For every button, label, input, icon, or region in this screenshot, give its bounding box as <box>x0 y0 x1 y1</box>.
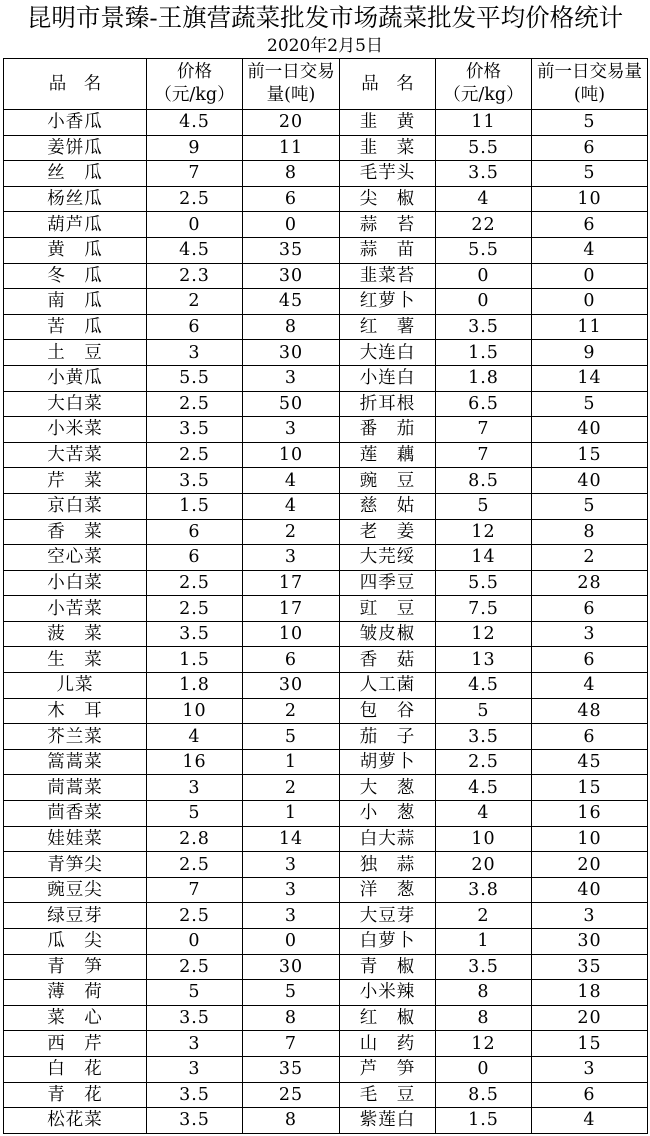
volume-left: 1 <box>243 801 340 827</box>
volume-left: 7 <box>243 1031 340 1057</box>
table-row <box>4 724 648 750</box>
volume-right: 6 <box>532 647 648 673</box>
volume-right: 11 <box>532 314 648 340</box>
price-left: 0 <box>147 212 243 238</box>
price-right: 5 <box>436 493 532 519</box>
volume-left: 3 <box>243 545 340 571</box>
price-left: 3.5 <box>147 1082 243 1108</box>
table-body <box>4 110 648 1134</box>
vegetable-name-left: 大白菜 <box>4 391 147 417</box>
volume-right: 5 <box>532 161 648 187</box>
price-right: 7 <box>436 442 532 468</box>
vegetable-name-right: 小 葱 <box>340 801 436 827</box>
vegetable-name-right: 红萝卜 <box>340 289 436 315</box>
price-left: 1.8 <box>147 673 243 699</box>
vegetable-name-left: 绿豆芽 <box>4 903 147 929</box>
table-row <box>4 1056 648 1082</box>
vegetable-name-right: 韭 菜 <box>340 135 436 161</box>
volume-left: 30 <box>243 673 340 699</box>
volume-left: 8 <box>243 314 340 340</box>
vegetable-name-right: 山 药 <box>340 1031 436 1057</box>
vegetable-name-right: 芦 笋 <box>340 1056 436 1082</box>
vegetable-name-right: 大豆芽 <box>340 903 436 929</box>
volume-right: 8 <box>532 519 648 545</box>
vegetable-name-left: 杨丝瓜 <box>4 186 147 212</box>
price-right: 10 <box>436 826 532 852</box>
table-row <box>4 263 648 289</box>
price-left: 5 <box>147 801 243 827</box>
vegetable-name-left: 京白菜 <box>4 493 147 519</box>
vegetable-name-left: 儿菜 <box>4 673 147 699</box>
price-right: 12 <box>436 621 532 647</box>
vegetable-name-left: 土 豆 <box>4 340 147 366</box>
volume-right: 40 <box>532 468 648 494</box>
volume-left: 3 <box>243 877 340 903</box>
price-left: 5 <box>147 980 243 1006</box>
volume-left: 6 <box>243 647 340 673</box>
volume-right: 45 <box>532 749 648 775</box>
price-left: 6 <box>147 314 243 340</box>
vegetable-name-right: 白萝卜 <box>340 929 436 955</box>
table-row <box>4 1031 648 1057</box>
volume-left: 5 <box>243 724 340 750</box>
price-left: 1.5 <box>147 493 243 519</box>
volume-left: 35 <box>243 1056 340 1082</box>
volume-right: 48 <box>532 698 648 724</box>
vegetable-name-left: 苦 瓜 <box>4 314 147 340</box>
price-left: 3.5 <box>147 621 243 647</box>
volume-right: 6 <box>532 135 648 161</box>
volume-left: 3 <box>243 852 340 878</box>
vegetable-name-right: 豌 豆 <box>340 468 436 494</box>
price-right: 3.8 <box>436 877 532 903</box>
price-left: 2.3 <box>147 263 243 289</box>
header-volume-left: 前一日交易量(吨) <box>243 59 340 110</box>
price-right: 5.5 <box>436 237 532 263</box>
vegetable-name-left: 篙蒿菜 <box>4 749 147 775</box>
price-left: 2.5 <box>147 954 243 980</box>
volume-right: 40 <box>532 877 648 903</box>
price-right: 11 <box>436 110 532 136</box>
price-right: 8 <box>436 980 532 1006</box>
table-row <box>4 1082 648 1108</box>
vegetable-name-left: 姜饼瓜 <box>4 135 147 161</box>
price-right: 4.5 <box>436 673 532 699</box>
price-right: 3.5 <box>436 314 532 340</box>
price-right: 5.5 <box>436 570 532 596</box>
vegetable-name-right: 豇 豆 <box>340 596 436 622</box>
volume-left: 0 <box>243 212 340 238</box>
vegetable-name-right: 折耳根 <box>340 391 436 417</box>
price-right: 12 <box>436 1031 532 1057</box>
volume-left: 10 <box>243 621 340 647</box>
volume-right: 16 <box>532 801 648 827</box>
price-right: 5 <box>436 698 532 724</box>
vegetable-name-left: 芥兰菜 <box>4 724 147 750</box>
vegetable-name-left: 菠 菜 <box>4 621 147 647</box>
table-row <box>4 775 648 801</box>
vegetable-name-right: 蒜 苗 <box>340 237 436 263</box>
volume-right: 35 <box>532 954 648 980</box>
vegetable-name-left: 香 菜 <box>4 519 147 545</box>
volume-right: 10 <box>532 186 648 212</box>
vegetable-name-left: 小苦菜 <box>4 596 147 622</box>
volume-left: 25 <box>243 1082 340 1108</box>
volume-right: 5 <box>532 391 648 417</box>
price-right: 12 <box>436 519 532 545</box>
vegetable-name-right: 大连白 <box>340 340 436 366</box>
volume-right: 20 <box>532 1005 648 1031</box>
volume-right: 40 <box>532 417 648 443</box>
price-left: 1.5 <box>147 647 243 673</box>
vegetable-name-left: 青 花 <box>4 1082 147 1108</box>
price-left: 4.5 <box>147 237 243 263</box>
vegetable-name-left: 茼蒿菜 <box>4 775 147 801</box>
price-right: 3.5 <box>436 724 532 750</box>
price-left: 6 <box>147 545 243 571</box>
vegetable-name-right: 老 姜 <box>340 519 436 545</box>
vegetable-name-left: 芹 菜 <box>4 468 147 494</box>
vegetable-name-left: 小米菜 <box>4 417 147 443</box>
vegetable-name-right: 蒜 苔 <box>340 212 436 238</box>
vegetable-name-left: 小白菜 <box>4 570 147 596</box>
vegetable-name-right: 慈 姑 <box>340 493 436 519</box>
price-left: 10 <box>147 698 243 724</box>
price-right: 4 <box>436 801 532 827</box>
vegetable-name-right: 红 椒 <box>340 1005 436 1031</box>
table-row <box>4 570 648 596</box>
price-right: 3.5 <box>436 161 532 187</box>
price-left: 0 <box>147 929 243 955</box>
vegetable-name-right: 小连白 <box>340 365 436 391</box>
vegetable-name-right: 紫莲白 <box>340 1108 436 1134</box>
price-left: 3 <box>147 775 243 801</box>
price-left: 2.5 <box>147 596 243 622</box>
volume-right: 30 <box>532 929 648 955</box>
vegetable-name-left: 青笋尖 <box>4 852 147 878</box>
volume-left: 8 <box>243 1005 340 1031</box>
price-right: 2 <box>436 903 532 929</box>
volume-left: 6 <box>243 186 340 212</box>
price-left: 2 <box>147 289 243 315</box>
vegetable-name-right: 尖 椒 <box>340 186 436 212</box>
vegetable-name-left: 葫芦瓜 <box>4 212 147 238</box>
volume-right: 15 <box>532 775 648 801</box>
price-left: 3.5 <box>147 1005 243 1031</box>
volume-right: 6 <box>532 1082 648 1108</box>
vegetable-name-left: 空心菜 <box>4 545 147 571</box>
price-left: 4 <box>147 724 243 750</box>
price-left: 2.5 <box>147 391 243 417</box>
vegetable-name-right: 青 椒 <box>340 954 436 980</box>
vegetable-name-right: 韭 黄 <box>340 110 436 136</box>
table-row <box>4 110 648 136</box>
table-row <box>4 1108 648 1134</box>
volume-right: 5 <box>532 493 648 519</box>
volume-left: 0 <box>243 929 340 955</box>
report-date: 2020年2月5日 <box>267 36 383 56</box>
price-left: 3 <box>147 1031 243 1057</box>
price-right: 1.8 <box>436 365 532 391</box>
price-left: 3.5 <box>147 468 243 494</box>
volume-right: 3 <box>532 903 648 929</box>
volume-left: 30 <box>243 340 340 366</box>
volume-left: 45 <box>243 289 340 315</box>
price-left: 2.5 <box>147 852 243 878</box>
table-header-row <box>4 59 648 110</box>
vegetable-name-right: 洋 葱 <box>340 877 436 903</box>
price-left: 6 <box>147 519 243 545</box>
price-left: 3.5 <box>147 417 243 443</box>
table-row <box>4 365 648 391</box>
volume-right: 9 <box>532 340 648 366</box>
volume-right: 3 <box>532 1056 648 1082</box>
price-right: 1.5 <box>436 1108 532 1134</box>
volume-left: 17 <box>243 596 340 622</box>
volume-left: 30 <box>243 954 340 980</box>
volume-left: 4 <box>243 468 340 494</box>
price-left: 3.5 <box>147 1108 243 1134</box>
volume-right: 10 <box>532 826 648 852</box>
vegetable-name-right: 大芫绥 <box>340 545 436 571</box>
table-row <box>4 519 648 545</box>
vegetable-name-right: 毛 豆 <box>340 1082 436 1108</box>
volume-left: 4 <box>243 493 340 519</box>
price-left: 5.5 <box>147 365 243 391</box>
header-price-left: 价格（元/kg） <box>147 59 243 110</box>
volume-right: 6 <box>532 596 648 622</box>
table-row <box>4 903 648 929</box>
table-row <box>4 186 648 212</box>
vegetable-name-left: 娃娃菜 <box>4 826 147 852</box>
table-row <box>4 417 648 443</box>
vegetable-name-right: 茄 子 <box>340 724 436 750</box>
price-left: 2.5 <box>147 186 243 212</box>
table-row <box>4 161 648 187</box>
price-left: 2.5 <box>147 570 243 596</box>
volume-right: 4 <box>532 1108 648 1134</box>
price-left: 16 <box>147 749 243 775</box>
price-right: 0 <box>436 289 532 315</box>
table-row <box>4 212 648 238</box>
vegetable-name-right: 大 葱 <box>340 775 436 801</box>
vegetable-name-left: 小香瓜 <box>4 110 147 136</box>
vegetable-name-left: 黄 瓜 <box>4 237 147 263</box>
price-right: 4.5 <box>436 775 532 801</box>
volume-left: 3 <box>243 417 340 443</box>
table-row <box>4 621 648 647</box>
volume-left: 8 <box>243 1108 340 1134</box>
volume-left: 8 <box>243 161 340 187</box>
price-left: 3 <box>147 1056 243 1082</box>
volume-right: 0 <box>532 289 648 315</box>
price-right: 0 <box>436 1056 532 1082</box>
volume-right: 4 <box>532 237 648 263</box>
table-row <box>4 980 648 1006</box>
volume-right: 15 <box>532 1031 648 1057</box>
volume-left: 11 <box>243 135 340 161</box>
table-row <box>4 749 648 775</box>
table-row <box>4 801 648 827</box>
table-row <box>4 954 648 980</box>
table-row <box>4 545 648 571</box>
table-row <box>4 135 648 161</box>
volume-right: 14 <box>532 365 648 391</box>
vegetable-name-left: 松花菜 <box>4 1108 147 1134</box>
price-right: 3.5 <box>436 954 532 980</box>
vegetable-name-right: 独 蒜 <box>340 852 436 878</box>
volume-right: 4 <box>532 673 648 699</box>
vegetable-name-left: 豌豆尖 <box>4 877 147 903</box>
table-row <box>4 237 648 263</box>
price-right: 8.5 <box>436 1082 532 1108</box>
price-left: 7 <box>147 161 243 187</box>
table-row <box>4 852 648 878</box>
vegetable-name-right: 四季豆 <box>340 570 436 596</box>
vegetable-name-right: 红 薯 <box>340 314 436 340</box>
price-right: 6.5 <box>436 391 532 417</box>
volume-left: 3 <box>243 365 340 391</box>
table-row <box>4 314 648 340</box>
table-row <box>4 340 648 366</box>
price-right: 8.5 <box>436 468 532 494</box>
vegetable-name-right: 人工菌 <box>340 673 436 699</box>
vegetable-name-left: 木 耳 <box>4 698 147 724</box>
vegetable-name-left: 薄 荷 <box>4 980 147 1006</box>
table-row <box>4 929 648 955</box>
table-row <box>4 442 648 468</box>
vegetable-name-right: 毛芋头 <box>340 161 436 187</box>
table-row <box>4 596 648 622</box>
price-left: 9 <box>147 135 243 161</box>
volume-right: 5 <box>532 110 648 136</box>
header-name-left: 品 名 <box>4 59 147 110</box>
vegetable-name-left: 西 芹 <box>4 1031 147 1057</box>
price-right: 20 <box>436 852 532 878</box>
vegetable-name-left: 生 菜 <box>4 647 147 673</box>
table-row <box>4 493 648 519</box>
vegetable-name-right: 小米辣 <box>340 980 436 1006</box>
vegetable-name-left: 大苦菜 <box>4 442 147 468</box>
header-price-right: 价格（元/kg） <box>436 59 532 110</box>
volume-right: 20 <box>532 852 648 878</box>
price-table <box>3 58 648 1134</box>
vegetable-name-right: 包 谷 <box>340 698 436 724</box>
price-left: 2.8 <box>147 826 243 852</box>
price-right: 4 <box>436 186 532 212</box>
price-right: 7.5 <box>436 596 532 622</box>
price-left: 2.5 <box>147 442 243 468</box>
volume-right: 2 <box>532 545 648 571</box>
table-row <box>4 826 648 852</box>
volume-left: 1 <box>243 749 340 775</box>
volume-left: 10 <box>243 442 340 468</box>
table-row <box>4 877 648 903</box>
header-volume-right: 前一日交易量(吨) <box>532 59 648 110</box>
vegetable-name-left: 瓜 尖 <box>4 929 147 955</box>
vegetable-name-right: 莲 藕 <box>340 442 436 468</box>
price-left: 7 <box>147 877 243 903</box>
price-right: 8 <box>436 1005 532 1031</box>
vegetable-name-left: 青 笋 <box>4 954 147 980</box>
vegetable-name-left: 小黄瓜 <box>4 365 147 391</box>
vegetable-name-left: 白 花 <box>4 1056 147 1082</box>
volume-left: 2 <box>243 519 340 545</box>
volume-left: 14 <box>243 826 340 852</box>
volume-right: 6 <box>532 212 648 238</box>
table-row <box>4 698 648 724</box>
volume-right: 6 <box>532 724 648 750</box>
table-row <box>4 468 648 494</box>
volume-left: 30 <box>243 263 340 289</box>
volume-left: 17 <box>243 570 340 596</box>
volume-right: 15 <box>532 442 648 468</box>
vegetable-name-right: 皱皮椒 <box>340 621 436 647</box>
table-row <box>4 647 648 673</box>
vegetable-name-right: 番 茄 <box>340 417 436 443</box>
vegetable-name-left: 丝 瓜 <box>4 161 147 187</box>
volume-left: 3 <box>243 903 340 929</box>
price-right: 5.5 <box>436 135 532 161</box>
volume-left: 2 <box>243 775 340 801</box>
volume-left: 35 <box>243 237 340 263</box>
price-left: 2.5 <box>147 903 243 929</box>
price-right: 13 <box>436 647 532 673</box>
price-left: 4.5 <box>147 110 243 136</box>
price-left: 3 <box>147 340 243 366</box>
vegetable-name-right: 韭菜苔 <box>340 263 436 289</box>
volume-right: 0 <box>532 263 648 289</box>
vegetable-name-right: 香 菇 <box>340 647 436 673</box>
page-title: 昆明市景臻-王旗营蔬菜批发市场蔬菜批发平均价格统计 <box>26 3 624 32</box>
volume-right: 3 <box>532 621 648 647</box>
price-right: 0 <box>436 263 532 289</box>
vegetable-name-right: 白大蒜 <box>340 826 436 852</box>
vegetable-name-left: 南 瓜 <box>4 289 147 315</box>
header-name-right: 品 名 <box>340 59 436 110</box>
vegetable-name-right: 胡萝卜 <box>340 749 436 775</box>
price-right: 1 <box>436 929 532 955</box>
price-right: 1.5 <box>436 340 532 366</box>
price-right: 2.5 <box>436 749 532 775</box>
vegetable-name-left: 冬 瓜 <box>4 263 147 289</box>
table-row <box>4 673 648 699</box>
table-row <box>4 391 648 417</box>
price-right: 14 <box>436 545 532 571</box>
volume-right: 18 <box>532 980 648 1006</box>
table-row <box>4 1005 648 1031</box>
table-row <box>4 289 648 315</box>
volume-left: 20 <box>243 110 340 136</box>
volume-left: 50 <box>243 391 340 417</box>
volume-left: 2 <box>243 698 340 724</box>
vegetable-name-left: 茴香菜 <box>4 801 147 827</box>
volume-left: 5 <box>243 980 340 1006</box>
volume-right: 28 <box>532 570 648 596</box>
price-right: 7 <box>436 417 532 443</box>
price-right: 22 <box>436 212 532 238</box>
vegetable-name-left: 菜 心 <box>4 1005 147 1031</box>
